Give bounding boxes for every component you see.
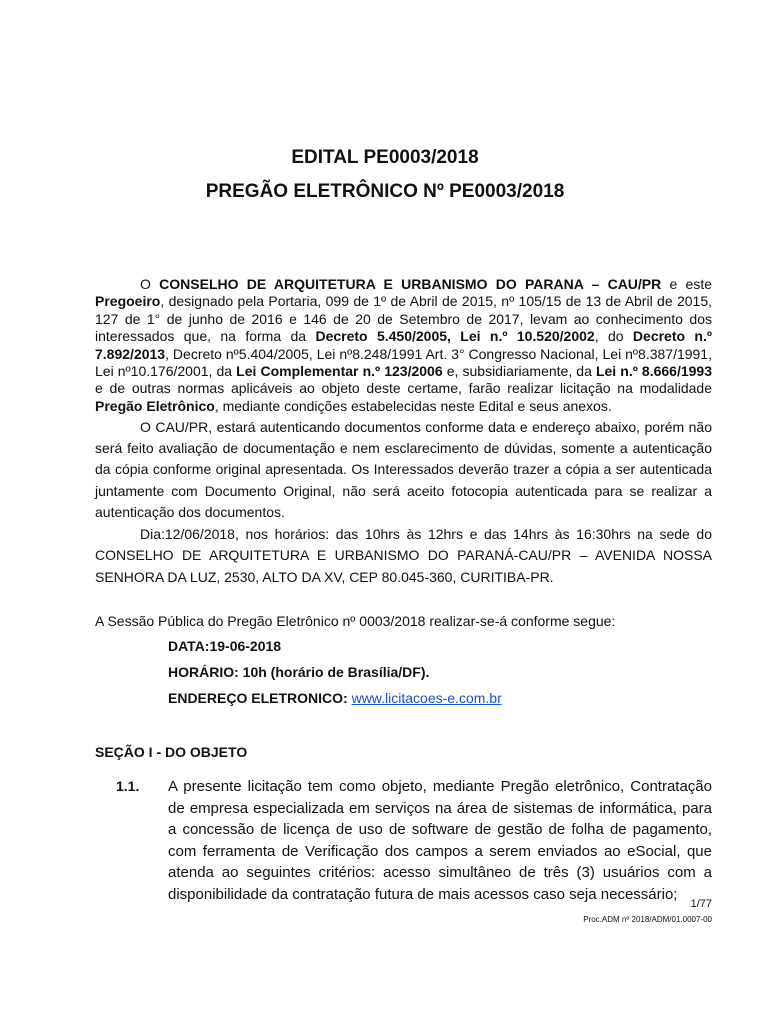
section-title: SEÇÃO I - DO OBJETO xyxy=(95,744,248,760)
schedule-paragraph: Dia:12/06/2018, nos horários: das 10hrs às 12hrs e das 14hrs às 16:30hrs na sede do CONSELHO DE ARQUITETURA E URBANISMO DO PARANÁ-CAU/PR – AVENIDA NOSSA SENHORA DA LUZ, 2530, ALTO DA XV, CEP 80.045-360, CURITIBA-PR. xyxy=(95,526,712,585)
session-date: DATA:19-06-2018 xyxy=(168,638,282,654)
intro-paragraph: O CONSELHO DE ARQUITETURA E URBANISMO DO PARANA – CAU/PR e este Pregoeiro, designado pela Portaria, 099 de 1º de Abril de 2015, nº 105/15 de 13 de Abril de 2015, 127 de 1° de junho de 2016 e 146 de 20 de Setembro de 2017, levam ao conhecimento dos interessados que, na forma da Decreto 5.450/2005, Lei n.º 10.520/2002, do Decreto n.º 7.892/2013, Decreto nº5.404/2005, Lei nº8.248/1991 Art. 3° Congresso Nacional, Lei nº8.387/1991, Lei nº10.176/2001, da Lei Complementar n.º 123/2006 e, subsidiariamente, da Lei n.º 8.666/1993 e de outras normas aplicáveis ao objeto deste certame, farão realizar licitação na modalidade Pregão Eletrônico, mediante condições estabelecidas neste Edital e seus anexos. xyxy=(95,276,713,414)
pregao-title: PREGÃO ELETRÔNICO Nº PE0003/2018 xyxy=(205,181,565,202)
item-number: 1.1. xyxy=(116,778,140,794)
process-reference: Proc.ADM nº 2018/ADM/01.0007-00 xyxy=(583,915,712,924)
session-address: ENDEREÇO ELETRONICO: www.licitacoes-e.com.br xyxy=(168,690,502,706)
address-link[interactable]: www.licitacoes-e.com.br xyxy=(351,690,502,706)
item-text: A presente licitação tem como objeto, mediante Pregão eletrônico, Contratação de empresa especializada em serviços na área de sistemas de informática, para a concessão de licença de uso de software de gestão de folha de pagamento, com ferramenta de Verificação dos campos a serem enviados ao eSocial, que atenda ao seguintes critérios: acesso simultâneo de três (3) usuários com a disponibilidade da contratação futura de mais acessos caso seja necessário; xyxy=(168,778,712,903)
session-time: HORÁRIO: 10h (horário de Brasília/DF). xyxy=(168,664,430,680)
session-intro: A Sessão Pública do Pregão Eletrônico nº 0003/2018 realizar-se-á conforme segue: xyxy=(95,613,616,629)
edital-title: EDITAL PE0003/2018 xyxy=(291,147,479,168)
council-name: CONSELHO DE ARQUITETURA E URBANISMO DO PARANA – CAU/PR xyxy=(159,276,662,292)
page-number: 1/77 xyxy=(690,898,712,910)
authentication-paragraph: O CAU/PR, estará autenticando documentos conforme data e endereço abaixo, porém não será feito avaliação de documentação e nem esclarecimento de dúvidas, somente a autenticação da cópia conforme original apresentada. Os Interessados deverão trazer a cópia a ser autenticada juntamente com Documento Original, não será aceito fotocopia autenticada para se realizar a autenticação dos documentos. xyxy=(95,419,712,520)
